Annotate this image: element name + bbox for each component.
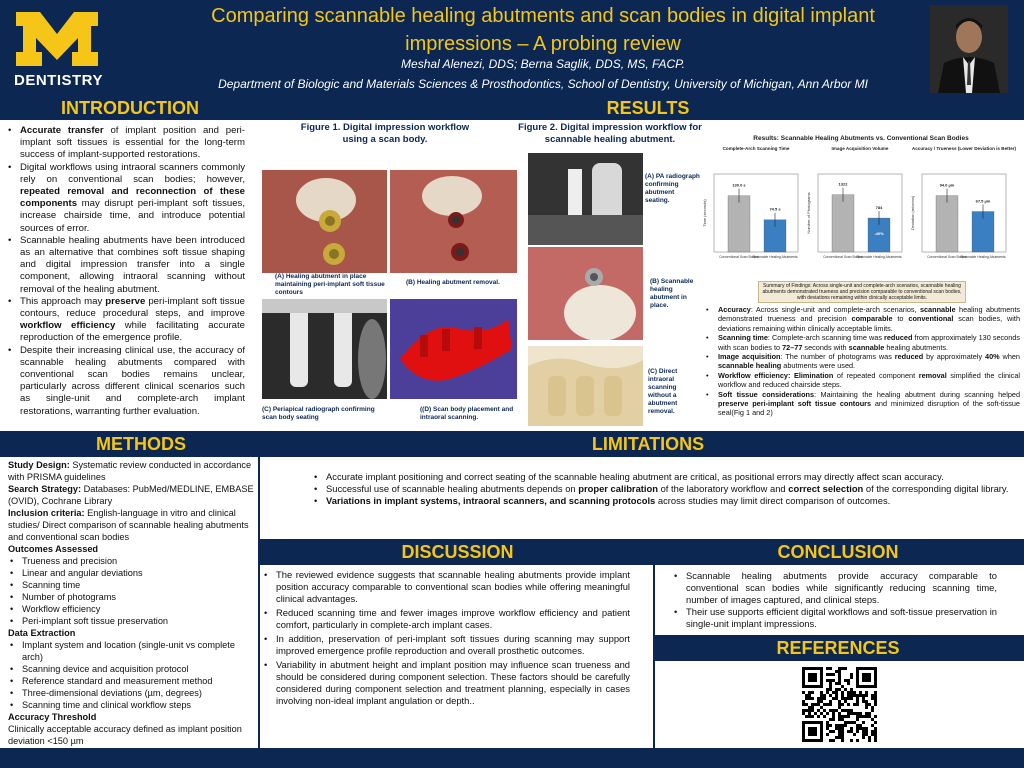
- conclusion-list: [672, 570, 997, 630]
- list-item: • Workflow efficiency: Elimination of repeated component removal simplified the clinical workflow and reduced chairside steps.: [704, 371, 1020, 390]
- chart-ylabel: Time (seconds): [702, 199, 707, 227]
- methods-divider: [258, 457, 260, 748]
- figure1-a-caption: (A) Healing abutment in place maintaining peri-implant soft tissue contours: [275, 273, 385, 296]
- department: Department of Biologic and Materials Sciences & Prosthodontics, School of Dentistry, University of Michigan, Ann Arbor MI: [218, 77, 868, 91]
- figure2-b-caption: (B) Scannable healing abutment in place.: [650, 278, 694, 309]
- chart-bar: [936, 196, 958, 252]
- list-item: • Accuracy: Across single-unit and complete-arch scenarios, scannable healing abutments demonstrated trueness and precision comparable to conventional scan bodies, with deviations remaining within clinically acceptable limits.: [704, 305, 1020, 333]
- list-item: • Scannable healing abutments have been introduced as an alternative that combines soft tissue shaping and digital impression transfer into a single component, allowing intraoral scanning without removal of the healing abutment.: [6, 235, 245, 296]
- chart-summary: Summary of Findings: Across single-unit and complete-arch scenarios, scannable healing abutments demonstrated trueness and precision comparable to conventional scan bodies, with deviations remaining within clinically acceptable limits.: [758, 281, 966, 303]
- figure1-b-caption: (B) Healing abutment removal.: [406, 279, 500, 286]
- list-item: • The reviewed evidence suggests that scannable healing abutments provide implant position accuracy comparable to conventional scan bodies while offering meaningful clinical advantages.: [262, 569, 630, 605]
- chart-category-label: Scannable Healing Abutments: [960, 255, 1006, 259]
- chart-data-label: 94.0 µm: [939, 182, 955, 188]
- methods-heading: METHODS: [96, 434, 186, 454]
- list-item: • Image acquisition: The number of photograms was reduced by approximately 40% when scannable healing abutments were used.: [704, 352, 1020, 371]
- chart-subtitle: Complete-Arch Scanning Time: [722, 146, 790, 151]
- authors: Meshal Alenezi, DDS; Berna Saglik, DDS, MS, FACP.: [401, 57, 685, 71]
- list-item: • In addition, preservation of peri-implant soft tissues during scanning may support improved emergence profile reproduction and overall prosthetic outcomes.: [262, 633, 630, 657]
- list-item: • Their use supports efficient digital workflows and soft-tissue preservation in single-unit implant impressions.: [672, 606, 997, 630]
- list-item: • Reduced scanning time and fewer images improve workflow efficiency and patient comfort, particularly in complete-arch implant cases.: [262, 607, 630, 631]
- figure1-title: Figure 1. Digital impression workflow using a scan body.: [300, 122, 470, 145]
- results-chart-svg: [700, 132, 1022, 302]
- logo-text: DENTISTRY: [14, 72, 103, 89]
- list-item: • Digital workflows using intraoral scanners commonly rely on conventional scan bodies; however, repeated removal and reconnection of these components may disrupt peri-implant soft tissues, increase chairside time, and introduce potential sources of error.: [6, 162, 245, 235]
- figure2-c-caption: (C) Direct intraoral scanning without a abutment removal.: [648, 368, 678, 415]
- methods-body: Study Design: Systematic review conducted in accordance with PRISMA guidelines Search Strategy: Databases: PubMed/MEDLINE, EMBASE (OVID), Cochrane Library Inclusion criteria: English-language in vitro and clinical studies/ Direct comparison of scannable healing abutments and conventional scan bodies Outcomes Assessed • Trueness and precision • Linear and angular deviations • Scanning time • Number of photograms • Workflow efficiency • Peri-implant soft tissue preservation Data Extraction • Implant system and location (single-unit vs complete arch) • Scanning device and acquisition protocol • Reference standard and measurement method • Three-dimensional deviations (µm, degrees) • Scanning time and clinical workflow steps Accuracy Threshold Clinically acceptable accuracy defined as implant position deviation <150 µm: [8, 459, 258, 747]
- list-item: • Three-dimensional deviations (µm, degrees): [8, 687, 258, 699]
- author-photo: [930, 5, 1008, 93]
- list-item: • Number of photograms: [8, 591, 258, 603]
- list-item: • Workflow efficiency: [8, 603, 258, 615]
- chart-category-label: Conventional Scan Bodies: [927, 255, 967, 259]
- figure1-a-image: [262, 170, 387, 273]
- introduction-heading: INTRODUCTION: [61, 98, 199, 118]
- chart-ylabel: Deviation (microns): [910, 195, 915, 231]
- chart-data-label: 67.5 µm: [975, 198, 991, 204]
- results-list: [704, 305, 1020, 418]
- discussion-list: [262, 569, 630, 707]
- list-item: • Scannable healing abutments provide accuracy comparable to conventional scan bodies while significantly reducing scanning time, number of images captured, and clinical steps.: [672, 570, 997, 606]
- list-item: • Scanning device and acquisition protocol: [8, 663, 258, 675]
- introduction-list: [6, 125, 245, 418]
- chart-data-label: 784: [875, 205, 883, 211]
- chart-bar: [728, 196, 750, 252]
- figure1-d-image: [390, 299, 517, 399]
- list-item: • Scanning time and clinical workflow steps: [8, 699, 258, 711]
- figure1-c-image: [262, 299, 387, 399]
- chart-subtitle: Accuracy / Trueness (Lower Deviation is Better): [911, 146, 1017, 151]
- chart-subtitle: Image Acquisition Volume: [831, 146, 889, 151]
- limitations-list: [312, 471, 1012, 507]
- list-item: • Despite their increasing clinical use, the accuracy of scannable healing abutments compared with conventional scan bodies remains unclear, particularly across different clinical scenarios such as single-unit and complete-arch implant restorations, warranting further evaluation.: [6, 345, 245, 418]
- list-item: • Scanning time: [8, 579, 258, 591]
- list-item: • Peri-implant soft tissue preservation: [8, 615, 258, 627]
- list-item: • This approach may preserve peri-implant soft tissue contours, reduce procedural steps, and improve workflow efficiency while facilitating accurate reproduction of the emergence profile.: [6, 296, 245, 345]
- list-item: • Scanning time: Complete-arch scanning time was reduced from approximately 130 seconds with scan bodies to 72–77 seconds with scannable healing abutments.: [704, 333, 1020, 352]
- chart-title: Results: Scannable Healing Abutments vs. Conventional Scan Bodies: [753, 135, 969, 142]
- list-item: • Reference standard and measurement method: [8, 675, 258, 687]
- list-item: • Implant system and location (single-unit vs complete arch): [8, 639, 258, 663]
- chart-data-label: 130.0 s: [732, 182, 746, 188]
- figure2-a-caption: (A) PA radiograph confirming abutment seating.: [645, 173, 700, 204]
- figure1-b-image: [390, 170, 517, 273]
- discussion-heading: DISCUSSION: [401, 542, 514, 562]
- figure2-b-image: [528, 247, 643, 340]
- poster-title: Comparing scannable healing abutments and scan bodies in digital implant impressions – A probing review: [211, 5, 875, 55]
- list-item: • Soft tissue considerations: Maintaining the healing abutment during scanning helped preserve peri-implant soft tissue contours and minimized disruption of the soft-tissue seal(Fig 1 and 2): [704, 390, 1020, 418]
- list-item: • Variability in abutment height and implant position may influence scan trueness and should be considered during component selection. These factors should be carefully considered during component selection and treatment planning, especially in cases involving non-ideal implant angulation or depth..: [262, 659, 630, 707]
- chart-bar: [832, 195, 854, 252]
- limitations-heading: LIMITATIONS: [591, 434, 705, 454]
- chart-category-label: Conventional Scan Bodies: [823, 255, 863, 259]
- chart-data-label: 1322: [838, 181, 848, 187]
- footer-band: [0, 748, 1024, 768]
- chart-data-label: 74.5 s: [769, 206, 781, 212]
- list-item: • Trueness and precision: [8, 555, 258, 567]
- conclusion-heading: CONCLUSION: [777, 542, 899, 562]
- chart-category-label: Conventional Scan Bodies: [719, 255, 759, 259]
- outcomes-list: [8, 555, 258, 627]
- chart-inner-label: -40%: [874, 231, 884, 237]
- list-item: • Accurate implant positioning and correct seating of the scannable healing abutment are critical, as positional errors may directly affect scan accuracy.: [312, 471, 1012, 483]
- list-item: • Successful use of scannable healing abutments depends on proper calibration of the laboratory workflow and correct selection of the corresponding digital library.: [312, 483, 1012, 495]
- list-item: • Linear and angular deviations: [8, 567, 258, 579]
- list-item: • Accurate transfer of implant position and peri-implant soft tissues is essential for the long-term success of implant-supported restorations.: [6, 125, 245, 162]
- chart-category-label: Scannable Healing Abutments: [856, 255, 902, 259]
- extraction-list: [8, 639, 258, 711]
- figure1-d-caption: ((D) Scan body placement and intraoral scanning.: [420, 406, 514, 421]
- university-logo-icon: [14, 10, 100, 68]
- results-chart: [700, 132, 1022, 302]
- figure1-c-caption: (C) Periapical radiograph confirming scan body seating: [262, 406, 375, 421]
- figure2-title: Figure 2. Digital impression workflow for scannable healing abutment.: [518, 122, 702, 145]
- chart-ylabel: Number of Photograms: [806, 192, 811, 234]
- results-heading: RESULTS: [606, 98, 690, 118]
- list-item: • Variations in implant systems, intraoral scanners, and scanning protocols across studies may limit direct comparison of outcomes.: [312, 495, 1012, 507]
- figure2-c-image: [528, 346, 643, 426]
- chart-category-label: Scannable Healing Abutments: [752, 255, 798, 259]
- qr-code-icon[interactable]: [802, 667, 877, 742]
- figure2-a-image: [528, 153, 643, 245]
- references-heading: REFERENCES: [776, 638, 900, 658]
